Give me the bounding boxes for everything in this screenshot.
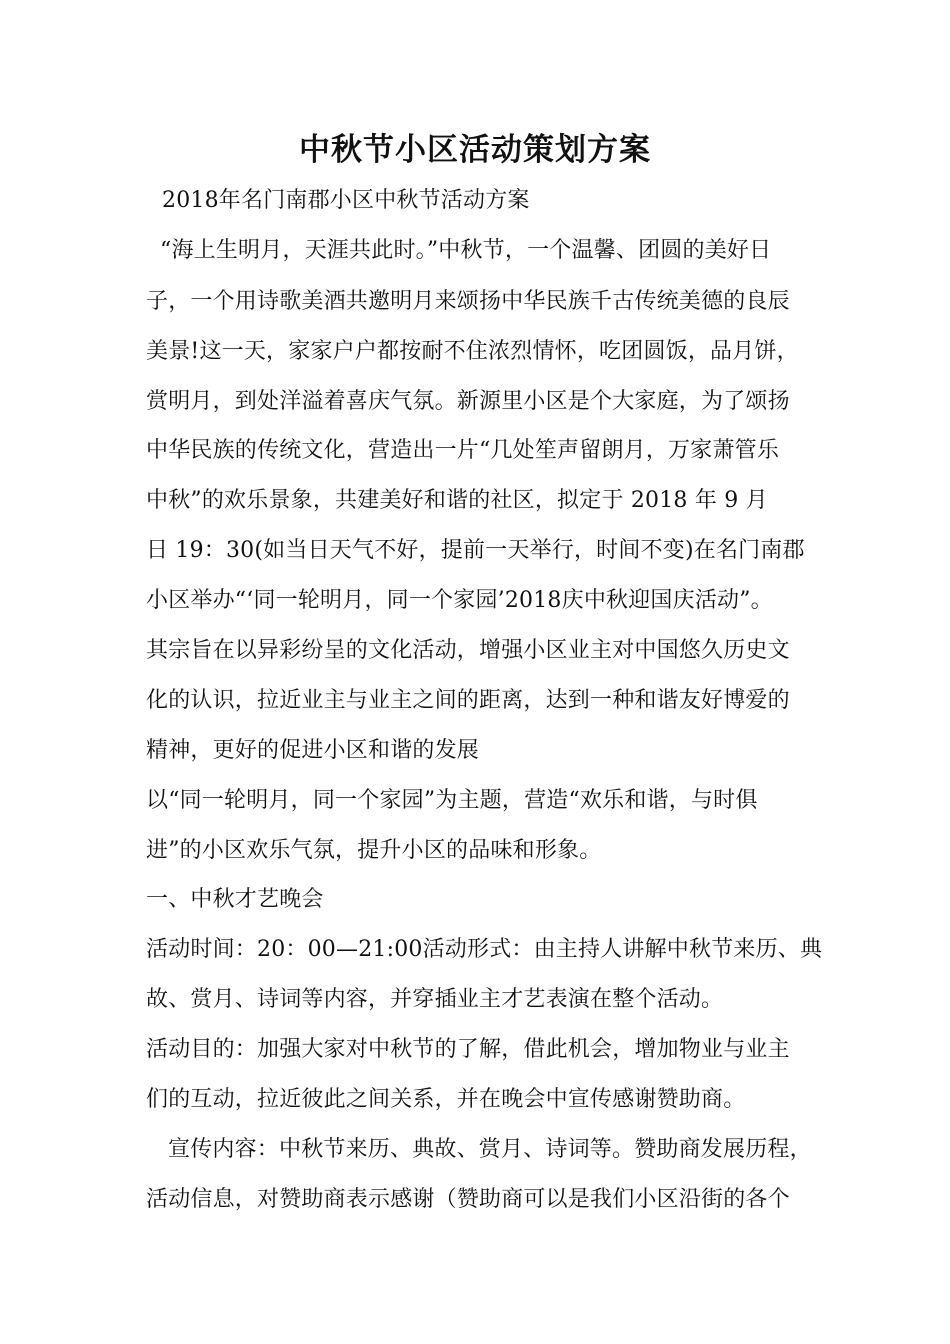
paragraph-line: 宣传内容：中秋节来历、典故、赏月、诗词等。赞助商发展历程，: [168, 1137, 812, 1162]
document-title: 中秋节小区活动策划方案: [299, 132, 651, 168]
paragraph-line: 们的互动，拉近彼此之间关系，并在晚会中宣传感谢赞助商。: [146, 1087, 746, 1112]
subtitle-line: 2018年名门南郡小区中秋节活动方案: [162, 188, 530, 213]
paragraph-line: 赏明月，到处洋溢着喜庆气氛。新源里小区是个大家庭，为了颂扬: [146, 389, 790, 414]
paragraph-line: 故、赏月、诗词等内容，并穿插业主才艺表演在整个活动。: [146, 987, 724, 1012]
paragraph-line: 化的认识，拉近业主与业主之间的距离，达到一种和谐友好博爱的: [146, 688, 790, 713]
paragraph-line: 美景!这一天，家家户户都按耐不住浓烈情怀，吃团圆饭，品月饼，: [146, 339, 799, 364]
paragraph-line: 以“同一轮明月，同一个家园”为主题，营造“欢乐和谐，与时俱: [146, 788, 758, 813]
paragraph-line: 活动信息，对赞助商表示感谢（赞助商可以是我们小区沿街的各个: [146, 1187, 790, 1212]
paragraph-line: 活动目的：加强大家对中秋节的了解，借此机会，增加物业与业主: [146, 1037, 790, 1062]
paragraph-line: 其宗旨在以异彩纷呈的文化活动，增强小区业主对中国悠久历史文: [146, 638, 790, 663]
paragraph-line: 小区举办“‘同一轮明月，同一个家园’2018庆中秋迎国庆活动”。: [146, 588, 773, 613]
paragraph-line: 精神，更好的促进小区和谐的发展: [146, 738, 480, 763]
section-heading: 一、中秋才艺晚会: [146, 887, 324, 912]
paragraph-line: “海上生明月，天涯共此时。”中秋节，一个温馨、团圆的美好日: [160, 238, 772, 263]
paragraph-line: 中秋”的欢乐景象，共建美好和谐的社区，拟定于 2018 年 9 月: [146, 488, 768, 513]
paragraph-line: 进”的小区欢乐气氛，提升小区的品味和形象。: [146, 838, 602, 863]
paragraph-line: 子，一个用诗歌美酒共邀明月来颂扬中华民族千古传统美德的良辰: [146, 289, 790, 314]
paragraph-line: 日 19：30(如当日天气不好，提前一天举行，时间不变)在名门南郡: [146, 538, 805, 563]
paragraph-line: 活动时间：20：00—21:00活动形式：由主持人讲解中秋节来历、典: [146, 937, 823, 962]
paragraph-line: 中华民族的传统文化，营造出一片“几处笙声留朗月，万家萧管乐: [146, 438, 780, 463]
